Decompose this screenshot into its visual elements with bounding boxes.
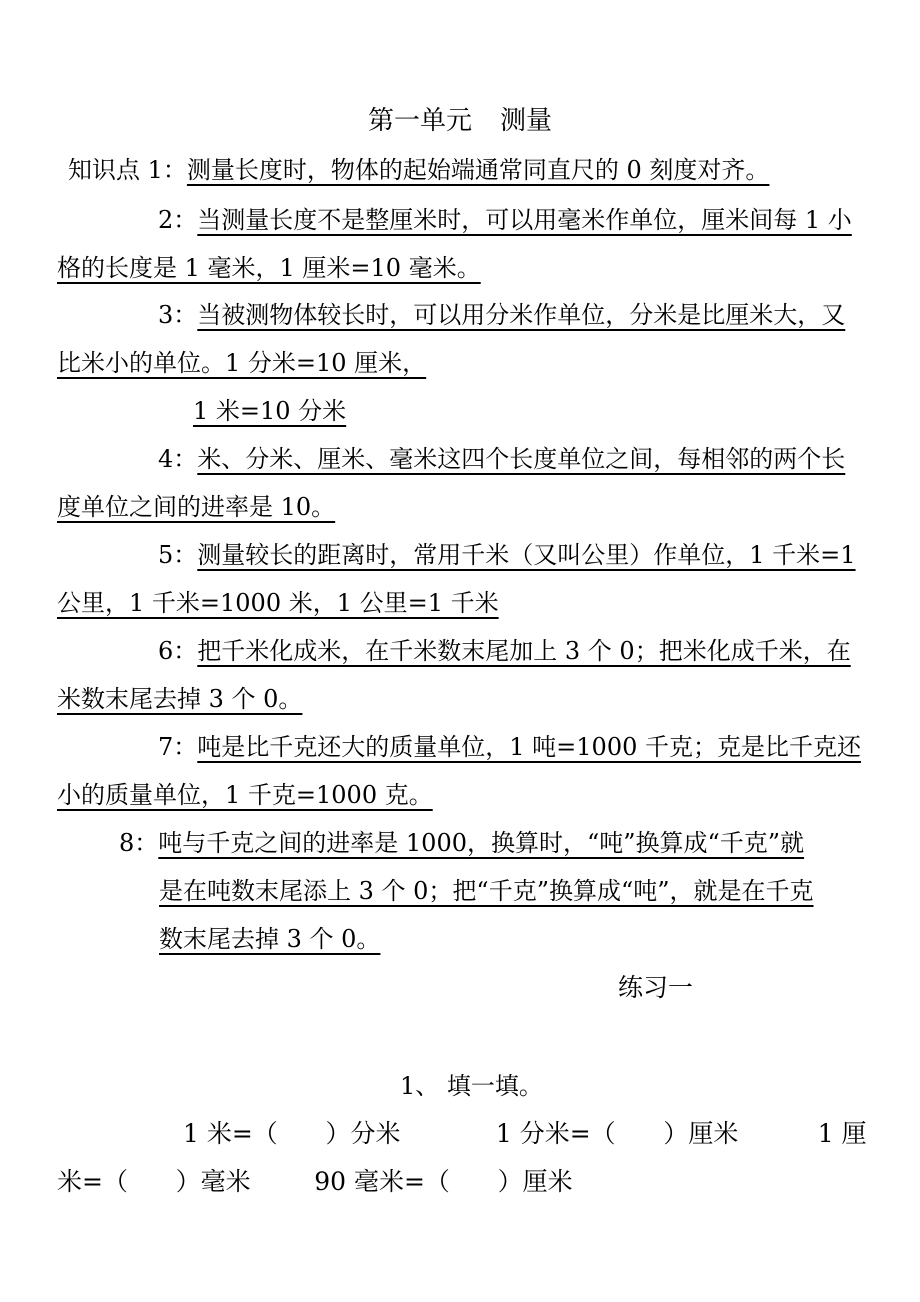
kp5-number: 5：: [158, 541, 198, 569]
kp5-line-2: 公里，1 千米=1000 米，1 公里=1 千米: [57, 589, 499, 617]
kp1-prefix: 知识点 1：: [68, 156, 187, 184]
unit-title-topic: 测量: [500, 106, 553, 136]
kp3-line-3: 1 米=10 分米: [193, 397, 347, 425]
kp1-text: 测量长度时，物体的起始端通常同直尺的 0 刻度对齐。: [186, 156, 770, 184]
kp8-line-2: 是在吨数末尾添上 3 个 0；把“千克”换算成“吨”，就是在千克: [159, 877, 814, 905]
kp6-number: 6：: [158, 637, 198, 665]
kp7-number: 7：: [158, 733, 198, 761]
kp4-line-2: 度单位之间的进率是 10。: [57, 493, 336, 521]
kp4-line-1: 米、分米、厘米、毫米这四个长度单位之间，每相邻的两个长: [197, 445, 846, 473]
knowledge-point-1: [68, 155, 769, 185]
knowledge-point-7: [158, 732, 861, 762]
question-1-title: 1、 填一填。: [400, 1072, 543, 1100]
knowledge-point-5: [158, 540, 856, 570]
kp7-line-1: 吨是比千克还大的质量单位，1 吨=1000 千克；克是比千克还: [197, 733, 861, 761]
kp2-line-1: 当测量长度不是整厘米时，可以用毫米作单位，厘米间每 1 小: [197, 206, 852, 234]
kp3-line-1: 当被测物体较长时，可以用分米作单位，分米是比厘米大，又: [197, 301, 846, 329]
knowledge-point-3: [158, 300, 845, 330]
kp4-number: 4：: [158, 445, 198, 473]
practice-title: 练习一: [618, 973, 694, 1002]
knowledge-point-6: [158, 636, 851, 666]
kp7-line-2: 小的质量单位，1 千克=1000 克。: [57, 781, 433, 809]
kp2-line-2: 格的长度是 1 毫米，1 厘米=10 毫米。: [57, 254, 481, 282]
kp3-line-2: 比米小的单位。1 分米=10 厘米，: [57, 349, 427, 377]
kp8-line-3: 数末尾去掉 3 个 0。: [159, 925, 381, 953]
knowledge-point-4: [158, 444, 845, 474]
kp6-line-2: 米数末尾去掉 3 个 0。: [57, 685, 303, 713]
unit-title: [0, 106, 920, 136]
unit-title-number: 第一单元: [367, 106, 472, 136]
kp8-number: 8：: [119, 829, 159, 857]
question-1-line-2: 米=（ ）毫米 90 毫米=（ ）厘米: [57, 1167, 573, 1196]
knowledge-point-2: [158, 205, 852, 235]
question-1-line-1: 1 米=（ ）分米 1 分米=（ ）厘米 1 厘: [183, 1119, 867, 1148]
kp3-number: 3：: [158, 301, 198, 329]
knowledge-point-8: [119, 828, 804, 858]
kp8-line-1: 吨与千克之间的进率是 1000，换算时，“吨”换算成“千克”就: [158, 829, 805, 857]
kp5-line-1: 测量较长的距离时，常用千米（又叫公里）作单位，1 千米=1: [197, 541, 856, 569]
kp2-number: 2：: [158, 206, 198, 234]
kp6-line-1: 把千米化成米，在千米数末尾加上 3 个 0；把米化成千米，在: [197, 637, 851, 665]
